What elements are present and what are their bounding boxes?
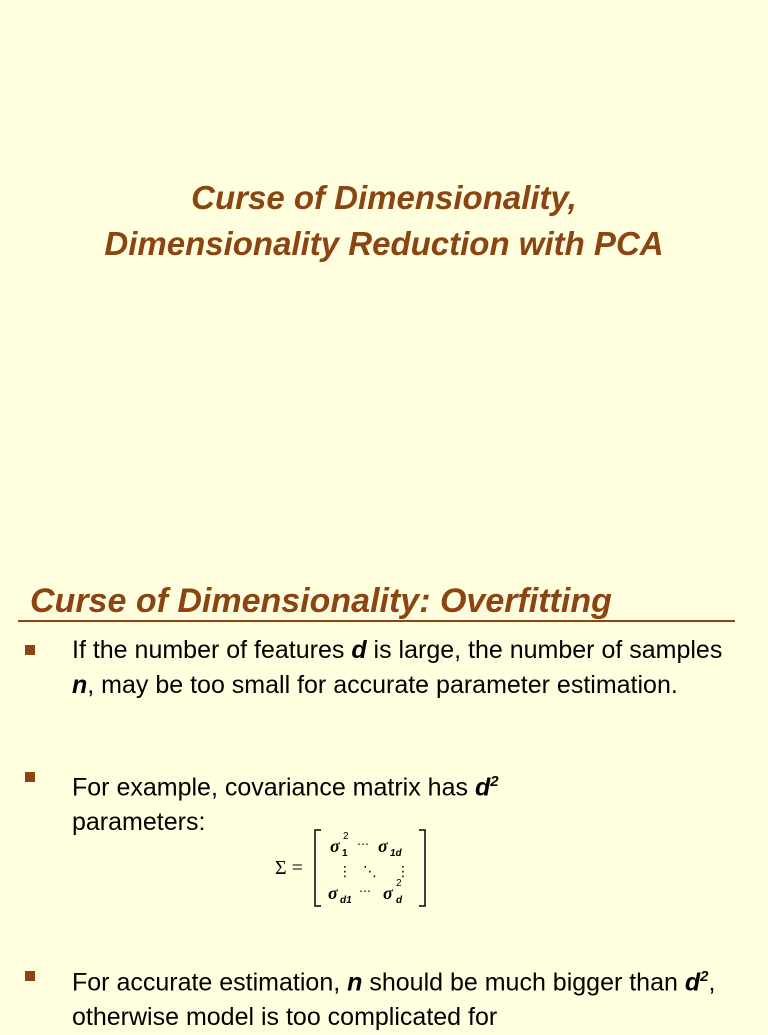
variable-d: d bbox=[351, 636, 367, 664]
bullet-text-1: If the number of features d is large, the number of samples n, may be too small for accurate parameter estimation. bbox=[72, 636, 723, 699]
sigma-1d: σ bbox=[378, 836, 388, 856]
bullet-square-icon bbox=[25, 772, 35, 782]
sigma-d1: σ bbox=[328, 883, 338, 903]
content-slide bbox=[0, 576, 768, 1032]
right-bracket bbox=[419, 830, 425, 906]
sigma-capital-lhs: Σ = bbox=[275, 857, 303, 879]
svg-text:1d: 1d bbox=[390, 848, 402, 859]
svg-text:d: d bbox=[396, 895, 403, 906]
covariance-matrix-formula bbox=[275, 824, 445, 914]
sigma-1-sq: σ bbox=[330, 836, 340, 856]
bullet-text-3: For accurate estimation, n should be much bigger than $d^2$, otherwise model is too complicated for bbox=[72, 968, 716, 1032]
variable-d: d bbox=[474, 773, 491, 802]
heading-underline bbox=[18, 620, 735, 622]
svg-text:⋯: ⋯ bbox=[357, 837, 369, 851]
svg-text:⋱: ⋱ bbox=[363, 864, 377, 880]
svg-text:2: 2 bbox=[396, 878, 402, 889]
svg-text:d1: d1 bbox=[340, 895, 352, 906]
sigma-d-sq: σ bbox=[383, 883, 393, 903]
variable-n: n bbox=[347, 968, 363, 997]
slide-title bbox=[0, 175, 768, 267]
slide-title-line-1: Curse of Dimensionality, bbox=[191, 179, 577, 216]
svg-text:1: 1 bbox=[342, 848, 348, 859]
svg-text:⋮: ⋮ bbox=[396, 864, 410, 880]
bullet-square-icon bbox=[25, 971, 35, 981]
variable-d: d bbox=[684, 968, 701, 997]
left-bracket bbox=[315, 830, 321, 906]
svg-text:⋮: ⋮ bbox=[338, 864, 352, 880]
variable-n: n bbox=[72, 671, 88, 699]
bullet-text-2: For example, covariance matrix has $d^2$ parameters: bbox=[72, 773, 499, 837]
slide-heading: Curse of Dimensionality: Overfitting bbox=[30, 582, 612, 620]
slide-title-line-2: Dimensionality Reduction with PCA bbox=[104, 225, 664, 262]
svg-text:2: 2 bbox=[343, 831, 349, 842]
svg-text:⋯: ⋯ bbox=[359, 884, 371, 898]
bullet-square-icon bbox=[25, 645, 35, 655]
